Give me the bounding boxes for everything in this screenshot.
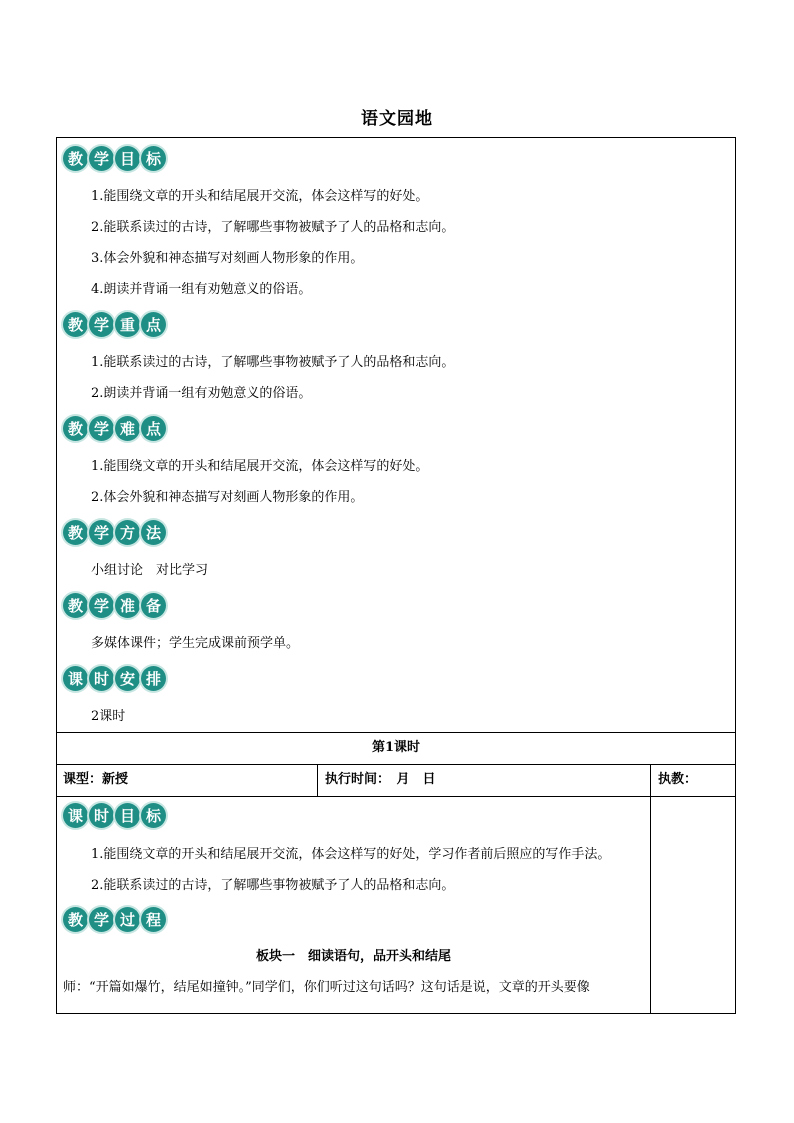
- difficulty-item: 1.能围绕文章的开头和结尾展开交流，体会这样写的好处。: [91, 459, 429, 474]
- execution-time-label: 执行时间： 月 日: [325, 772, 436, 787]
- section-badge-methods: 教 学 方 法: [63, 520, 166, 548]
- lesson-heading: 第1课时: [371, 740, 421, 755]
- lesson-goal-item: 2.能联系读过的古诗，了解哪些事物被赋予了人的品格和志向。: [91, 878, 455, 893]
- lesson-type-label: 课型：新授: [63, 772, 129, 787]
- goal-item: 1.能围绕文章的开头和结尾展开交流，体会这样写的好处。: [91, 189, 429, 204]
- section-badge-schedule: 课 时 安 排: [63, 666, 166, 694]
- key-point-item: 2.朗读并背诵一组有劝勉意义的俗语。: [91, 386, 312, 401]
- lesson-goal-item: 1.能围绕文章的开头和结尾展开交流，体会这样写的好处，学习作者前后照应的写作手法。: [91, 847, 611, 862]
- section-badge-lesson-goals: 课 时 目 标: [63, 803, 166, 831]
- table-column-divider: [650, 764, 651, 1014]
- section-badge-preparation: 教 学 准 备: [63, 593, 166, 621]
- section-badge-key-points: 教 学 重 点: [63, 312, 166, 340]
- section-badge-teaching-goals: 教 学 目 标: [63, 146, 166, 174]
- section-badge-difficulties: 教 学 难 点: [63, 416, 166, 444]
- goal-item: 2.能联系读过的古诗，了解哪些事物被赋予了人的品格和志向。: [91, 220, 455, 235]
- preparation-text: 多媒体课件；学生完成课前预学单。: [91, 636, 300, 651]
- document-title: 语文园地: [361, 109, 433, 129]
- difficulty-item: 2.体会外貌和神态描写对刻画人物形象的作用。: [91, 490, 364, 505]
- schedule-text: 2课时: [91, 709, 126, 724]
- goal-item: 3.体会外貌和神态描写对刻画人物形象的作用。: [91, 251, 364, 266]
- table-column-divider: [317, 764, 318, 796]
- lesson-plan-table: [56, 137, 736, 1014]
- table-divider: [57, 764, 735, 765]
- table-divider: [57, 732, 735, 733]
- block-title: 板块一 细读语句，品开头和结尾: [255, 949, 451, 964]
- teacher-label: 执教：: [658, 772, 698, 787]
- section-badge-teaching-process: 教 学 过 程: [63, 907, 166, 935]
- goal-item: 4.朗读并背诵一组有劝勉意义的俗语。: [91, 282, 312, 297]
- methods-text: 小组讨论 对比学习: [91, 563, 209, 578]
- table-divider: [57, 796, 735, 797]
- key-point-item: 1.能联系读过的古诗，了解哪些事物被赋予了人的品格和志向。: [91, 355, 455, 370]
- process-paragraph: 师：“开篇如爆竹，结尾如撞钟。”同学们，你们听过这句话吗？这句话是说，文章的开头要像: [63, 980, 590, 995]
